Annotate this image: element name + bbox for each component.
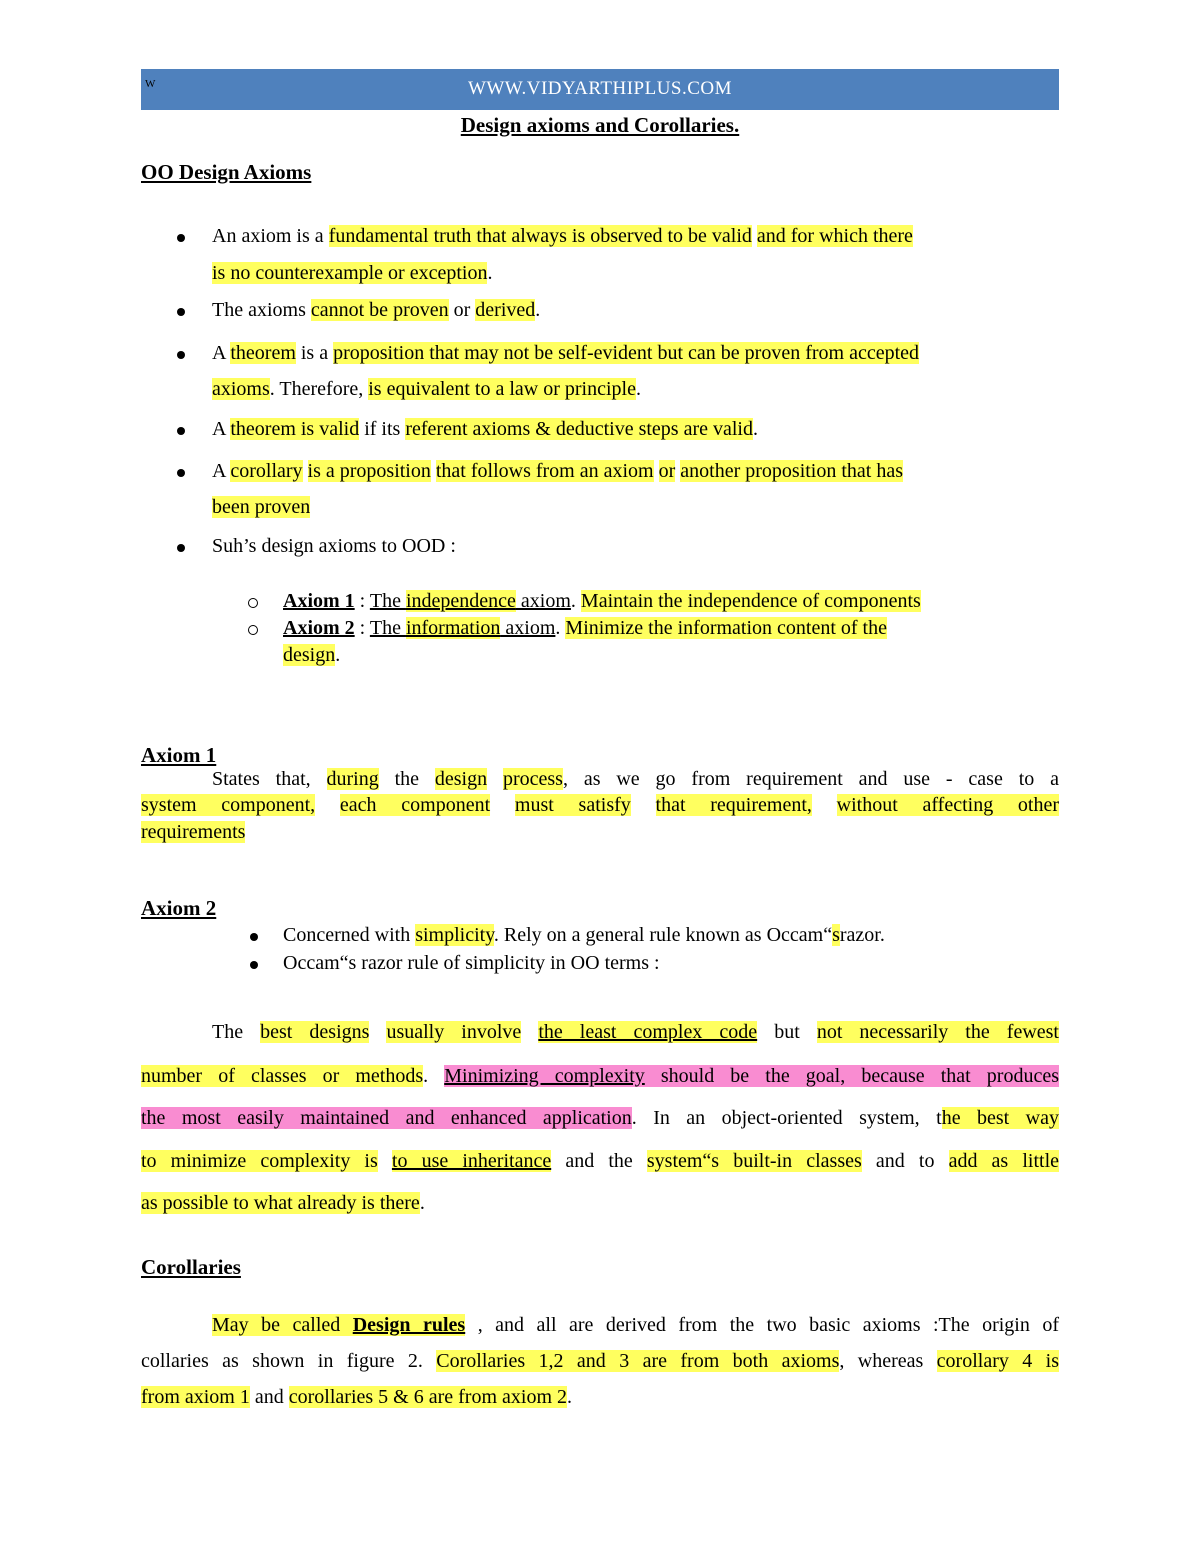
list-item-continued: axioms. Therefore, is equivalent to a law or principle. — [212, 378, 641, 400]
sub-list-item-continued: design. — [283, 644, 341, 666]
axiom-2-paragraph-line: the most easily maintained and enhanced application. In an object-oriented system, the best way — [141, 1107, 1059, 1129]
bullet-icon — [177, 544, 185, 552]
list-item-continued: been proven — [212, 496, 311, 518]
list-item: An axiom is a fundamental truth that always is observed to be valid and for which there — [212, 225, 913, 247]
circle-bullet-icon — [248, 625, 258, 635]
axiom-2-heading: Axiom 2 — [141, 896, 217, 920]
corollaries-paragraph-line: collaries as shown in figure 2. Corollaries 1,2 and 3 are from both axioms, whereas corollary 4 is — [141, 1350, 1059, 1372]
list-item: The axioms cannot be proven or derived. — [212, 299, 541, 321]
bullet-icon — [177, 234, 185, 242]
axiom-2-paragraph-line: to minimize complexity is to use inheritance and the system“s built-in classes and to add as little — [141, 1150, 1059, 1172]
list-item: A corollary is a proposition that follows from an axiom or another proposition that has — [212, 460, 904, 482]
axiom-1-text-line: requirements — [141, 821, 246, 843]
circle-bullet-icon — [248, 598, 258, 608]
axiom-2-paragraph-line: as possible to what already is there. — [141, 1192, 425, 1214]
oo-design-axioms-heading: OO Design Axioms — [141, 160, 312, 184]
bullet-icon — [250, 933, 258, 941]
bullet-icon — [177, 351, 185, 359]
header-mark: W — [145, 78, 156, 90]
sub-list-item: Axiom 2 : The information axiom. Minimize the information content of the — [283, 617, 887, 639]
axiom-1-text-line: system component, each component must satisfy that requirement, without affecting other — [141, 794, 1060, 816]
axiom-2-paragraph-line: The best designs usually involve the least complex code but not necessarily the fewest — [212, 1021, 1059, 1043]
corollaries-heading: Corollaries — [141, 1255, 241, 1279]
sub-list-item: Axiom 1 : The independence axiom. Maintain the independence of components — [283, 590, 921, 612]
list-item: Occam“s razor rule of simplicity in OO terms : — [283, 952, 660, 974]
axiom-2-paragraph-line: number of classes or methods. Minimizing complexity should be the goal, because that produces — [141, 1065, 1060, 1087]
corollaries-paragraph-line: from axiom 1 and corollaries 5 & 6 are from axiom 2. — [141, 1386, 573, 1408]
bullet-icon — [177, 308, 185, 316]
corollaries-paragraph-line: May be called Design rules , and all are derived from the two basic axioms :The origin of — [212, 1314, 1060, 1336]
axiom-1-text-line: States that, during the design process, as we go from requirement and use - case to a — [212, 768, 1060, 790]
bullet-icon — [177, 427, 185, 435]
list-item: A theorem is a proposition that may not be self-evident but can be proven from accepted — [212, 342, 920, 364]
list-item: Suh’s design axioms to OOD : — [212, 535, 456, 557]
list-item: A theorem is valid if its referent axioms & deductive steps are valid. — [212, 418, 758, 440]
list-item: Concerned with simplicity. Rely on a general rule known as Occam“srazor. — [283, 924, 885, 946]
axiom-1-heading: Axiom 1 — [141, 743, 217, 767]
page-title: Design axioms and Corollaries. — [460, 113, 740, 137]
bullet-icon — [250, 961, 258, 969]
bullet-icon — [177, 469, 185, 477]
header-site-url: WWW.VIDYARTHIPLUS.COM — [467, 78, 733, 99]
list-item-continued: is no counterexample or exception. — [212, 262, 493, 284]
